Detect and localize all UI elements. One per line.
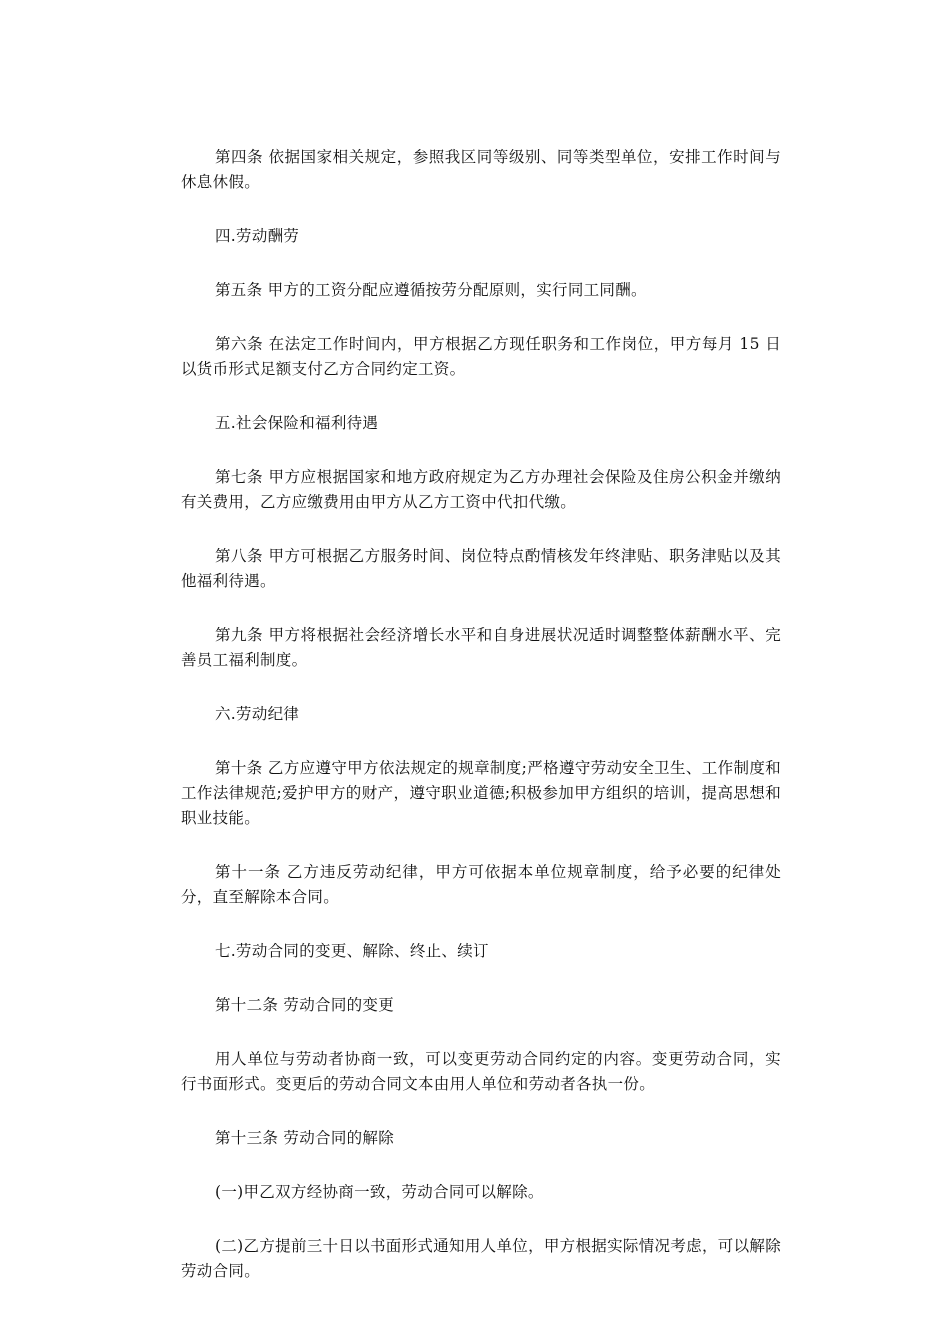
paragraph-article-9: 第九条 甲方将根据社会经济增长水平和自身进展状况适时调整整体薪酬水平、完善员工福利制度。	[181, 626, 781, 669]
section-heading-6: 六.劳动纪律	[215, 705, 300, 723]
section-heading-7: 七.劳动合同的变更、解除、终止、续订	[215, 942, 489, 960]
document-body	[181, 145, 781, 1313]
paragraph-article-10: 第十条 乙方应遵守甲方依法规定的规章制度;严格遵守劳动安全卫生、工作制度和工作法律规范;爱护甲方的财产，遵守职业道德;积极参加甲方组织的培训，提高思想和职业技能。	[181, 759, 781, 827]
paragraph-article-12-title: 第十二条 劳动合同的变更	[215, 996, 395, 1014]
section-heading-4: 四.劳动酬劳	[215, 227, 300, 245]
paragraph-article-4: 第四条 依据国家相关规定，参照我区同等级别、同等类型单位，安排工作时间与休息休假。	[181, 148, 781, 191]
paragraph-article-11: 第十一条 乙方违反劳动纪律，甲方可依据本单位规章制度，给予必要的纪律处分，直至解除本合同。	[181, 863, 781, 906]
paragraph-article-6: 第六条 在法定工作时间内，甲方根据乙方现任职务和工作岗位，甲方每月 15 日以货币形式足额支付乙方合同约定工资。	[181, 335, 781, 378]
paragraph-article-13-title: 第十三条 劳动合同的解除	[215, 1129, 395, 1147]
section-heading-5: 五.社会保险和福利待遇	[215, 414, 379, 432]
paragraph-article-13-item-2: (二)乙方提前三十日以书面形式通知用人单位，甲方根据实际情况考虑，可以解除劳动合同。	[181, 1237, 781, 1280]
paragraph-article-8: 第八条 甲方可根据乙方服务时间、岗位特点酌情核发年终津贴、职务津贴以及其他福利待遇。	[181, 547, 781, 590]
paragraph-article-5: 第五条 甲方的工资分配应遵循按劳分配原则，实行同工同酬。	[215, 281, 647, 299]
paragraph-article-12-body: 用人单位与劳动者协商一致，可以变更劳动合同约定的内容。变更劳动合同，实行书面形式。变更后的劳动合同文本由用人单位和劳动者各执一份。	[181, 1050, 781, 1093]
paragraph-article-7: 第七条 甲方应根据国家和地方政府规定为乙方办理社会保险及住房公积金并缴纳有关费用，乙方应缴费用由甲方从乙方工资中代扣代缴。	[181, 468, 781, 511]
paragraph-article-13-item-1: (一)甲乙双方经协商一致，劳动合同可以解除。	[215, 1183, 544, 1201]
